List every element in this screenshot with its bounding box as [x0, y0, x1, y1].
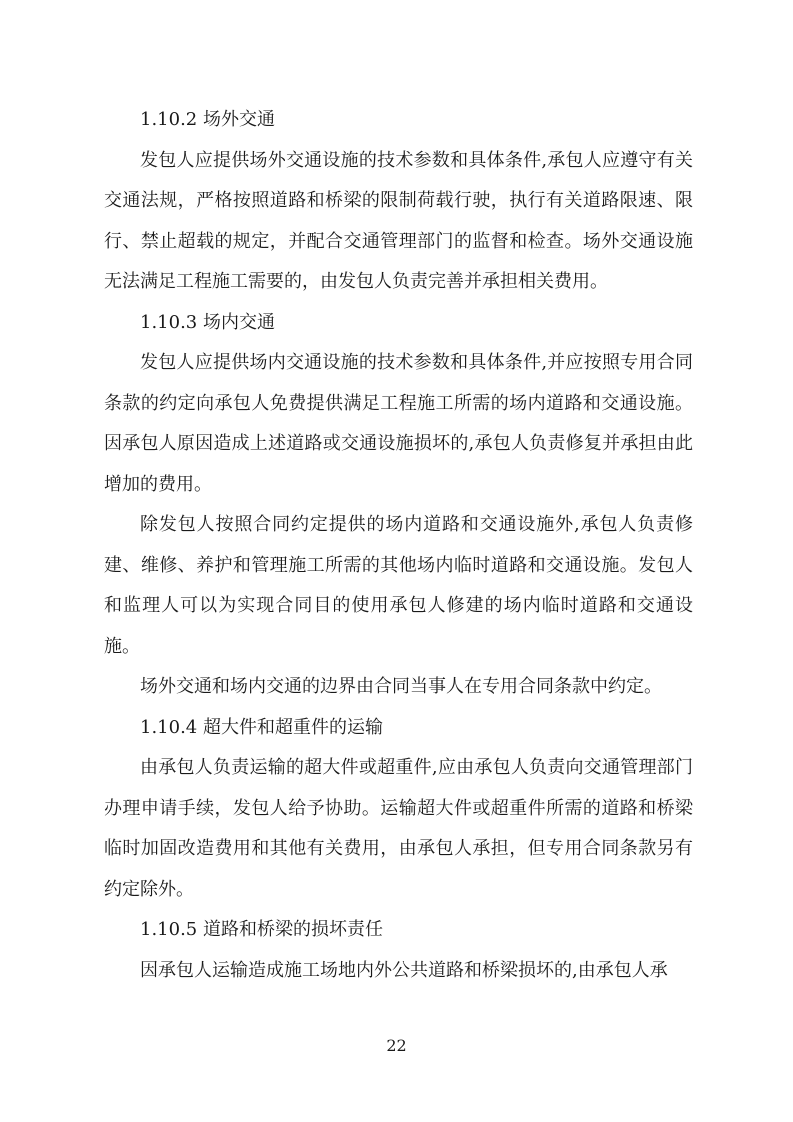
paragraph: 因承包人运输造成施工场地内外公共道路和桥梁损坏的,由承包人承 — [140, 959, 668, 981]
paragraph: 除发包人按照合同约定提供的场内道路和交通设施外,承包人负责修建、维修、养护和管理施工所需的其他场内临时道路和交通设施。发包人和监理人可以为实现合同目的使用承包人修建的场内临时道路和交通设施。 — [104, 514, 693, 657]
paragraph: 由承包人负责运输的超大件或超重件,应由承包人负责向交通管理部门办理申请手续，发包人给予协助。运输超大件或超重件所需的道路和桥梁临时加固改造费用和其他有关费用，由承包人承担，但专用合同条款另有约定除外。 — [104, 757, 693, 900]
section-heading-1-10-4: 1.10.4 超大件和超重件的运输 — [140, 716, 383, 738]
section-heading-1-10-2: 1.10.2 场外交通 — [140, 109, 275, 130]
paragraph: 场外交通和场内交通的边界由合同当事人在专用合同条款中约定。 — [140, 676, 662, 697]
paragraph: 发包人应提供场外交通设施的技术参数和具体条件,承包人应遵守有关交通法规，严格按照道路和桥梁的限制荷载行驶，执行有关道路限速、限行、禁止超载的规定，并配合交通管理部门的监督和检查。场外交通设施无法满足工程施工需要的，由发包人负责完善并承担相关费用。 — [104, 149, 693, 292]
document-body — [104, 100, 693, 991]
section-heading-1-10-5: 1.10.5 道路和桥梁的损坏责任 — [140, 919, 383, 940]
section-heading-1-10-3: 1.10.3 场内交通 — [140, 311, 275, 333]
page-number: 22 — [386, 1036, 407, 1055]
paragraph: 发包人应提供场内交通设施的技术参数和具体条件,并应按照专用合同条款的约定向承包人免费提供满足工程施工所需的场内道路和交通设施。因承包人原因造成上述道路或交通设施损坏的,承包人负责修复并承担由此增加的费用。 — [104, 352, 693, 495]
